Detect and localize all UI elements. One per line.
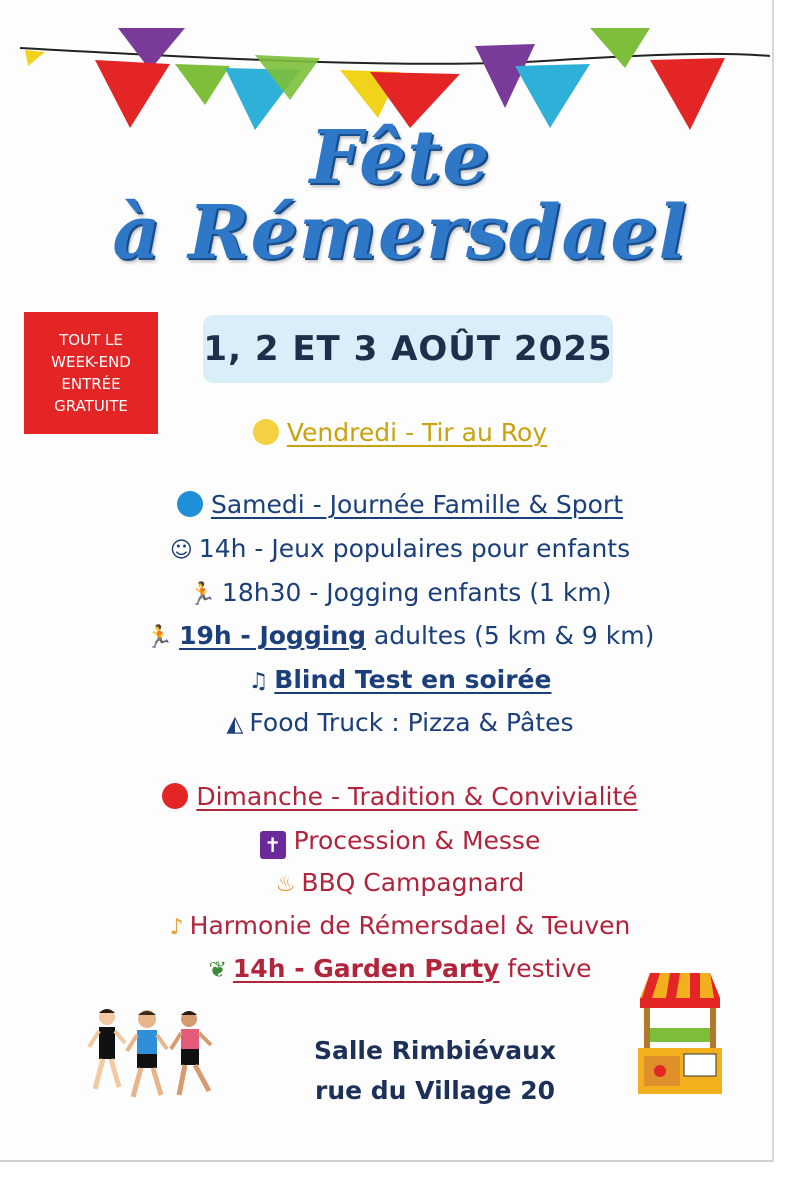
blue-circle-icon [177, 491, 203, 517]
saturday-item-text: Food Truck : Pizza & Pâtes [249, 708, 574, 737]
saturday-label: Samedi - Journée Famille & Sport [210, 490, 624, 519]
sunday-item [0, 868, 800, 897]
runner-icon: 🏃 [188, 582, 216, 607]
badge-line: WEEK-END [51, 353, 131, 371]
saturday-item-text: Blind Test en soirée [274, 665, 552, 694]
sunday-label: Dimanche - Tradition & Convivialité [196, 782, 638, 811]
saturday-item-underlined: 19h - Jogging [179, 621, 366, 650]
saturday-item-text: 18h30 - Jogging enfants (1 km) [221, 578, 612, 607]
saturday-heading [0, 490, 800, 519]
venue-name: Salle Rimbiévaux [313, 1036, 557, 1065]
saturday-item-rest: adultes (5 km & 9 km) [365, 621, 655, 650]
child-icon: ☺ [169, 538, 193, 563]
badge-line: GRATUITE [54, 397, 128, 415]
sunday-item-text: BBQ Campagnard [301, 868, 525, 897]
saturday-item [0, 578, 800, 607]
sunday-heading [0, 782, 800, 811]
event-dates: 1, 2 ET 3 AOÛT 2025 [203, 315, 613, 383]
fire-icon: ♨ [275, 872, 296, 897]
saturday-item [0, 708, 800, 737]
yellow-circle-icon [253, 419, 279, 445]
sunday-item-text: Harmonie de Rémersdael & Teuven [189, 911, 631, 940]
title-line-1: Fête [309, 115, 491, 201]
badge-line: TOUT LE [59, 331, 123, 349]
red-circle-icon [162, 783, 188, 809]
friday-label: Vendredi - Tir au Roy [286, 418, 548, 447]
sunday-item-rest: festive [499, 954, 592, 983]
badge-line: ENTRÉE [61, 375, 121, 393]
free-entry-badge [24, 312, 158, 434]
cross-icon: ✝ [260, 831, 286, 859]
herb-icon: ❦ [208, 958, 227, 983]
venue-address: rue du Village 20 [314, 1076, 555, 1105]
friday-heading [0, 418, 800, 447]
music-note-icon: ♫ [248, 669, 269, 694]
sunday-item-underlined: 14h - Garden Party [232, 954, 500, 983]
sunday-item-text: Procession & Messe [293, 826, 541, 855]
sunday-item [0, 911, 800, 940]
trumpet-icon: ♪ [169, 915, 184, 940]
runners-illustration [85, 1005, 225, 1115]
sunday-item [0, 826, 800, 859]
saturday-item [0, 621, 800, 650]
title-line-2: à Rémersdael [112, 190, 688, 276]
pizza-icon: ◭ [226, 712, 244, 737]
saturday-item [0, 534, 800, 563]
saturday-item-text: 14h - Jeux populaires pour enfants [198, 534, 631, 563]
market-stand-illustration [630, 968, 730, 1098]
runner-icon: 🏃 [145, 625, 174, 650]
saturday-item [0, 665, 800, 694]
